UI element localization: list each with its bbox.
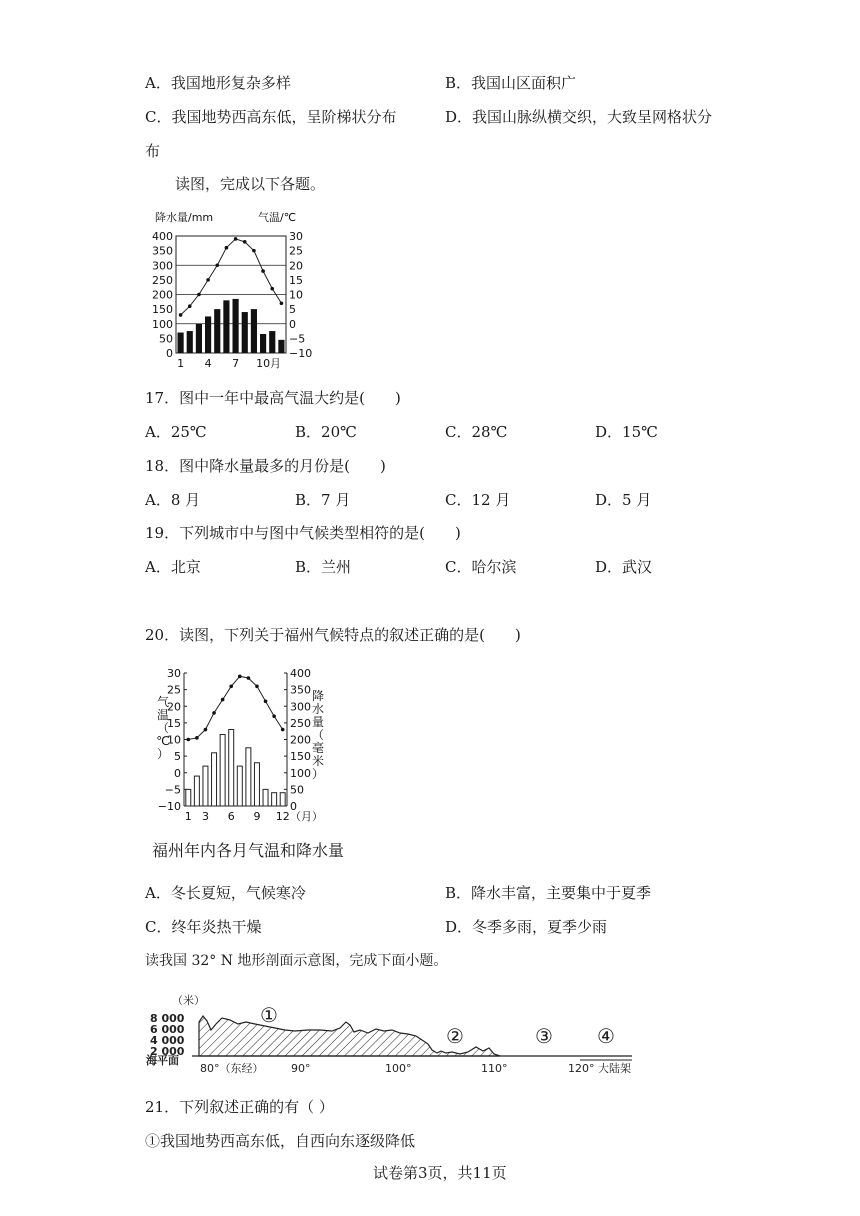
left-tick-label: 200 — [152, 288, 173, 302]
x-tick-label: 7 — [232, 357, 240, 370]
left-tick-label: 15 — [167, 716, 181, 730]
chart-caption: 福州年内各月气温和降水量 — [152, 841, 345, 860]
left-tick-label: 350 — [152, 244, 173, 258]
q19-option-a: A．北京 — [145, 558, 201, 576]
right-tick-label: 300 — [290, 700, 311, 714]
left-tick-label: 400 — [152, 230, 173, 243]
q18-option-c: C．12 月 — [445, 491, 511, 509]
right-tick-label: 200 — [290, 733, 311, 747]
q19-option-c: C．哈尔滨 — [445, 558, 517, 576]
x-tick: 120° — [568, 1062, 595, 1075]
x-unit-label: （月） — [290, 810, 323, 823]
q20-option-a: A．冬长夏短，气候寒冷 — [145, 884, 306, 902]
sea-level-label: 海平面 — [146, 1054, 179, 1067]
right-tick-label: 20 — [289, 259, 303, 273]
right-tick-label: 0 — [289, 317, 296, 331]
x-tick-label: 1 — [184, 810, 192, 823]
profile-unit: （米） — [172, 994, 205, 1007]
q19-option-d: D．武汉 — [595, 558, 653, 576]
right-tick-label: 5 — [289, 303, 296, 317]
x-tick: 110° — [481, 1062, 508, 1075]
right-tick-label: 100 — [290, 766, 311, 780]
marker-2: ② — [446, 1024, 464, 1048]
question-20: 20．读图，下列关于福州气候特点的叙述正确的是( ) — [145, 626, 521, 644]
question-21: 21．下列叙述正确的有（ ） — [145, 1098, 334, 1116]
left-tick-label: 300 — [152, 259, 173, 273]
left-tick-label: 50 — [159, 332, 173, 346]
marker-4: ④ — [597, 1024, 615, 1048]
left-tick-label: 100 — [152, 317, 173, 331]
option-d: D．我国山脉纵横交织，大致呈网格状分 — [445, 108, 713, 126]
x-unit-label: 月 — [270, 357, 281, 370]
right-tick-label: 350 — [290, 683, 311, 697]
right-tick-label: 15 — [289, 273, 303, 287]
x-tick: 90° — [291, 1062, 311, 1075]
x-tick: 100° — [385, 1062, 412, 1075]
question-17: 17．图中一年中最高气温大约是( ) — [145, 389, 401, 407]
q17-option-a: A．25℃ — [145, 423, 207, 441]
question-19: 19．下列城市中与图中气候类型相符的是( ) — [145, 524, 461, 542]
right-tick-label: 25 — [289, 244, 303, 258]
left-tick-label: 250 — [152, 273, 173, 287]
shelf-label: 大陆架 — [598, 1062, 631, 1075]
q18-option-b: B．7 月 — [295, 491, 351, 509]
option-b: B．我国山区面积广 — [445, 74, 577, 92]
y-tick: 6 000 — [150, 1023, 185, 1036]
y-tick: 4 000 — [150, 1034, 185, 1047]
left-tick-label: 30 — [167, 667, 181, 680]
page-footer: 试卷第3页，共11页 — [373, 1164, 507, 1182]
intro-read-chart: 读图，完成以下各题。 — [175, 175, 326, 193]
left-tick-label: 0 — [174, 766, 181, 780]
left-axis-title: 降水量/mm — [155, 211, 214, 224]
right-tick-label: 30 — [289, 230, 303, 243]
svg-text:气温（℃）: 气温（℃） — [156, 695, 170, 761]
left-tick-label: 0 — [166, 347, 173, 360]
right-tick-label: 400 — [290, 667, 311, 680]
left-tick-label: −5 — [164, 783, 181, 797]
q20-option-d: D．冬季多雨，夏季少雨 — [445, 918, 608, 936]
option-d-continued: 布 — [145, 142, 161, 160]
q17-option-d: D．15℃ — [595, 423, 658, 441]
option-a: A．我国地形复杂多样 — [145, 74, 291, 92]
right-axis-title: 气温/℃ — [258, 211, 297, 224]
q18-option-a: A．8 月 — [145, 491, 201, 509]
right-tick-label: 10 — [289, 288, 303, 302]
marker-1: ① — [260, 1003, 278, 1027]
left-tick-label: 150 — [152, 303, 173, 317]
right-tick-label: 0 — [290, 800, 297, 813]
y-tick: 8 000 — [150, 1012, 185, 1025]
intro-profile: 读我国 32° N 地形剖面示意图，完成下面小题。 — [145, 953, 448, 969]
right-tick-label: 250 — [290, 716, 311, 730]
x-tick-label: 1 — [177, 357, 185, 370]
q18-option-d: D．5 月 — [595, 491, 652, 509]
right-tick-label: −5 — [289, 332, 306, 346]
option-c: C．我国地势西高东低，呈阶梯状分布 — [145, 108, 397, 126]
q17-option-c: C．28℃ — [445, 423, 508, 441]
x-tick-label: 6 — [227, 810, 235, 823]
x-tick: 80°（东经） — [200, 1062, 264, 1075]
marker-3: ③ — [535, 1024, 553, 1048]
x-tick-label: 4 — [204, 357, 212, 370]
x-tick-label: 9 — [253, 810, 261, 823]
x-tick-label: 3 — [201, 810, 209, 823]
y-tick: 2 000 — [150, 1045, 185, 1058]
right-tick-label: −10 — [289, 347, 313, 360]
question-18: 18．图中降水量最多的月份是( ) — [145, 457, 386, 475]
left-tick-label: 20 — [167, 700, 181, 714]
left-tick-label: 25 — [167, 683, 181, 697]
q17-option-b: B．20℃ — [295, 423, 357, 441]
q20-option-c: C．终年炎热干燥 — [145, 918, 262, 936]
right-tick-label: 50 — [290, 783, 304, 797]
q20-option-b: B．降水丰富，主要集中于夏季 — [445, 884, 652, 902]
q21-statement-1: ①我国地势西高东低，自西向东逐级降低 — [145, 1132, 416, 1150]
left-tick-label: −10 — [157, 800, 181, 813]
right-tick-label: 150 — [290, 750, 311, 764]
x-tick-label: 12 — [275, 810, 290, 823]
left-tick-label: 10 — [167, 733, 181, 747]
left-tick-label: 5 — [174, 750, 181, 764]
x-tick-label: 10 — [256, 357, 271, 370]
svg-text:降水量（毫米）: 降水量（毫米） — [311, 689, 325, 781]
q19-option-b: B．兰州 — [295, 558, 352, 576]
